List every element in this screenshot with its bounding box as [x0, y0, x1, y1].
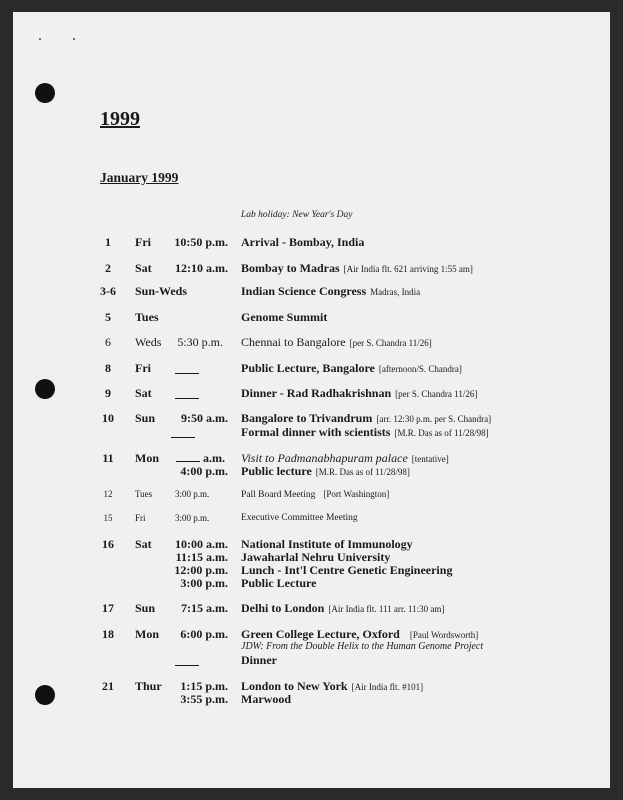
time-blank-line: [175, 653, 199, 671]
entry-day: 18: [102, 627, 114, 641]
entry-note: [Air India flt. 621 arriving 1:55 am]: [343, 264, 473, 274]
entry-note: [arr. 12:30 p.m. per S. Chandra]: [376, 414, 492, 424]
entry-event: Green College Lecture, Oxford: [241, 627, 400, 641]
entry-day: 15: [103, 513, 113, 523]
entry-line: [241, 425, 489, 440]
entry-event: Pall Board Meeting: [241, 490, 316, 500]
entry-day: 1: [105, 235, 111, 249]
entry-note: [tentative]: [411, 454, 449, 464]
entry-event: Executive Committee Meeting: [241, 513, 358, 523]
entry-event: Arrival - Bombay, India: [241, 235, 365, 249]
entry-line: [241, 335, 432, 350]
entry-weekday: Fri: [135, 361, 151, 375]
entry-event: Chennai to Bangalore: [241, 335, 346, 349]
entry-event: Jawaharlal Nehru University: [241, 550, 391, 564]
entry-time: 12:00 p.m.: [174, 563, 228, 577]
entry-time: 10:50 p.m.: [174, 235, 228, 249]
entry-weekday: Fri: [135, 513, 146, 523]
entry-weekday: Mon: [135, 627, 159, 641]
entry-day: 8: [105, 361, 111, 375]
document-page: [13, 12, 610, 788]
entry-event: National Institute of Immunology: [241, 537, 413, 551]
time-blank-line: [175, 386, 199, 404]
entry-line: [241, 284, 420, 299]
entry-note: [per S. Chandra 11/26]: [395, 389, 478, 399]
entry-note: Madras, India: [370, 287, 421, 297]
entry-time: 5:30 p.m.: [177, 335, 223, 349]
entry-day: 10: [102, 411, 114, 425]
entry-day: 5: [105, 310, 111, 324]
entry-note: [afternoon/S. Chandra]: [378, 364, 462, 374]
entry-event: Marwood: [241, 692, 291, 706]
entry-event: Genome Summit: [241, 310, 328, 324]
entry-line: [241, 361, 462, 376]
punch-hole: [35, 685, 55, 705]
entry-event: Visit to Padmanabhapuram palace: [241, 451, 408, 465]
entry-time: 9:50 a.m.: [181, 411, 228, 425]
entry-day: 12: [103, 489, 113, 499]
entry-time: 11:15 a.m.: [175, 550, 228, 564]
entry-line: [241, 627, 478, 642]
entry-event: Dinner: [241, 653, 277, 667]
entry-event: Public Lecture, Bangalore: [241, 361, 375, 375]
time-blank-line: [171, 425, 195, 443]
paper-speck: [73, 38, 75, 40]
punch-hole: [35, 379, 55, 399]
lab-holiday-note: Lab holiday: New Year's Day: [241, 210, 353, 220]
entry-event: Dinner - Rad Radhakrishnan: [241, 386, 392, 400]
entry-event: Indian Science Congress: [241, 284, 367, 298]
month-heading: January 1999: [100, 170, 179, 185]
entry-note: [Port Washington]: [323, 489, 390, 499]
entry-line: [241, 489, 389, 500]
entry-note: [per S. Chandra 11/26]: [349, 338, 432, 348]
entry-note: [M.R. Das as of 11/28/98]: [394, 428, 489, 438]
entry-note: [Air India flt. #101]: [351, 682, 424, 692]
entry-event: Lunch - Int'l Centre Genetic Engineering: [241, 563, 453, 577]
entry-weekday: Sun: [135, 411, 156, 425]
entry-event: Public lecture: [241, 464, 312, 478]
entry-day: 16: [102, 537, 114, 551]
entry-weekday: Sat: [135, 386, 152, 400]
time-blank-line: [175, 361, 199, 379]
entry-event: Formal dinner with scientists: [241, 425, 391, 439]
entry-day: 3-6: [100, 284, 116, 298]
entry-weekday: Sat: [135, 537, 152, 551]
entry-weekday: Mon: [135, 451, 159, 465]
entry-weekday: Sat: [135, 261, 152, 275]
entry-line: [241, 464, 410, 479]
entry-line: [241, 261, 473, 276]
entry-day: 21: [102, 679, 114, 693]
entry-time: 3:00 p.m.: [180, 576, 228, 590]
entry-weekday: Tues: [135, 489, 153, 499]
entry-time: 1:15 p.m.: [180, 679, 228, 693]
entry-time: 6:00 p.m.: [180, 627, 228, 641]
entry-weekday: Weds: [135, 335, 162, 349]
paper-speck: [39, 38, 41, 40]
entry-time: 3:55 p.m.: [180, 692, 228, 706]
entry-event: Public Lecture: [241, 576, 317, 590]
entry-weekday: Thur: [135, 679, 162, 693]
entry-line: [241, 601, 444, 616]
entry-day: 11: [102, 451, 114, 465]
entry-weekday: Tues: [135, 310, 159, 324]
entry-time: 4:00 p.m.: [180, 464, 228, 478]
entry-event: Delhi to London: [241, 601, 325, 615]
entry-day: 9: [105, 386, 111, 400]
entry-time: 10:00 a.m.: [175, 537, 228, 551]
entry-time: 3:00 p.m.: [175, 513, 210, 523]
entry-weekday: Sun-Weds: [135, 284, 188, 298]
page-title: 1999: [100, 108, 140, 130]
entry-day: 6: [105, 335, 111, 349]
entry-time: a.m.: [176, 451, 225, 466]
entry-time: 3:00 p.m.: [175, 489, 210, 499]
entry-weekday: Fri: [135, 235, 151, 249]
entry-event: Bombay to Madras: [241, 261, 340, 275]
entry-event: London to New York: [241, 679, 348, 693]
punch-hole: [35, 83, 55, 103]
entry-time: 12:10 a.m.: [175, 261, 228, 275]
entry-note: [Air India flt. 111 arr. 11:30 am]: [328, 604, 445, 614]
entry-day: 17: [102, 601, 114, 615]
entry-line: [241, 386, 477, 401]
entry-note: [M.R. Das as of 11/28/98]: [315, 467, 410, 477]
entry-weekday: Sun: [135, 601, 156, 615]
entry-note: [Paul Wordsworth]: [409, 630, 479, 640]
entry-time: 7:15 a.m.: [181, 601, 228, 615]
entry-event: Bangalore to Trivandrum: [241, 411, 373, 425]
entry-line: [241, 411, 491, 426]
entry-event: JDW: From the Double Helix to the Human Genome Project: [241, 641, 484, 652]
entry-day: 2: [105, 261, 111, 275]
